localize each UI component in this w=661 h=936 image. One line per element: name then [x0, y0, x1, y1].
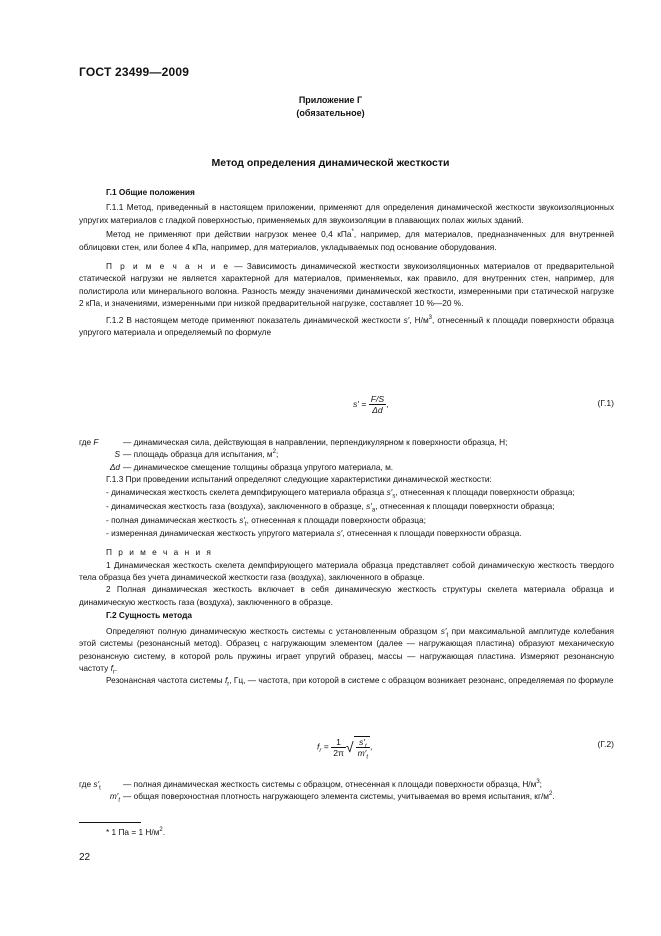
where-line [79, 436, 120, 448]
symbol-f: f [110, 662, 113, 673]
where-text [123, 448, 614, 460]
symbol: s′ [93, 779, 100, 789]
denominator: 2π [333, 747, 344, 758]
formula-g1 [353, 394, 388, 415]
symbol-f: f [224, 675, 228, 686]
formula-number-g1: (Г.1) [597, 398, 614, 408]
subscript: r [112, 669, 115, 676]
list-item [79, 527, 614, 539]
footnote-mark: * [351, 229, 354, 236]
text-part: Метод не применяют при действии нагрузок менее 0,4 кПа [106, 229, 352, 240]
note-2: 2 Полная динамическая жесткость включает в себя динамическую жесткость структуры скелета материала образца и динамическую жесткость газа (воздуха), заключенного в образце. [79, 584, 614, 607]
fraction [331, 737, 346, 758]
denominator [356, 748, 370, 761]
exponent: 3 [536, 779, 540, 786]
subscript: t [244, 522, 247, 529]
text-part: , Н/м [409, 314, 429, 325]
exponent: 2 [548, 791, 553, 798]
subscript: t [364, 743, 367, 750]
heading-g2: Г.2 Сущность метода [106, 610, 192, 621]
note-text: — Зависимость динамической жесткости звукоизоляционных материалов от предварительной статической нагрузки не является характерной для материалов, применяемых, как правило, для внутренних стен, например, для полистирола или минерального волокна. Разность между значениями динамической жесткости, измеренными при статической нагрузке 2 кПа, и значениями, измеренными при низкой предварительной нагрузке, составляет 10 %—20 %. [79, 261, 614, 309]
text-part: — площадь образца для испытания, м [123, 449, 273, 460]
list-item [79, 486, 614, 498]
paragraph-g1-2 [79, 314, 614, 339]
annex-status: (обязательное) [296, 108, 365, 118]
footnote [106, 827, 165, 837]
formula-lhs: f [317, 741, 320, 752]
text-part: - полная динамическая жесткость [106, 515, 240, 526]
fraction [369, 394, 389, 415]
numerator: F/S [370, 394, 385, 404]
subscript: t [366, 754, 369, 761]
where-line [79, 778, 120, 790]
text-part: . [114, 662, 118, 673]
subscript: t [118, 798, 120, 805]
text-part: , отнесенный к площади поверхности образца упругого материала и определяемый по формуле [79, 314, 614, 338]
subscript: s [392, 493, 396, 500]
text-part: , отнесенная к площади поверхности образца. [342, 527, 522, 538]
paragraph-g2-2 [79, 674, 614, 686]
subscript: t [99, 785, 101, 792]
text-part: , например, для материалов, предназначенных для внутренней облицовки стен, или более 4 кПа, например, для материалов, укладываемых под основание оборудования. [79, 229, 614, 252]
note-label: П р и м е ч а н и е [106, 261, 231, 272]
where-row [79, 461, 614, 473]
where-text: — динамическая сила, действующая в направлении, перпендикулярном к поверхности образца, Н; [123, 437, 508, 447]
section-title: Метод определения динамической жесткости [211, 157, 450, 169]
symbol: s′ [336, 527, 343, 538]
formula-lhs: s′ = [353, 398, 367, 409]
text-part: , отнесенная к площади поверхности образца; [375, 501, 555, 512]
where-row [79, 778, 614, 790]
paragraph-g1-3: Г.1.3 При проведении испытаний определяют следующие характеристики динамической жесткости: [106, 474, 492, 485]
where-text [123, 790, 614, 802]
symbol: s′ [359, 737, 365, 747]
text-part: - динамическая жесткость скелета демпфирующего материала образца [106, 486, 387, 497]
subscript: r [227, 681, 230, 688]
text-part: , отнесенная к площади поверхности образца; [246, 515, 426, 526]
square-root [354, 736, 373, 761]
text-part: , отнесенная к площади поверхности образца; [395, 486, 575, 497]
section-g1-continued [79, 436, 614, 687]
document-code: ГОСТ 23499—2009 [79, 65, 190, 79]
heading-g1: Г.1 Общие положения [106, 187, 195, 197]
text-part: Определяют полную динамическую жесткость системы с установленным образцом [106, 625, 441, 636]
text-part: - измеренная динамическая жесткость упругого материала [106, 527, 337, 538]
list-item [79, 500, 614, 512]
symbol: m′ [357, 748, 367, 758]
paragraph-g1-1: Г.1.1 Метод, приведенный в настоящем приложении, применяют для определения динамической жесткости звукоизоляционных упругих материалов с гладкой поверхностью, применяемых для звукоизоляции в плавающих полах жилых зданий. [79, 202, 614, 225]
where-label: где [79, 437, 92, 447]
text-part: ; [539, 779, 542, 789]
symbol: s′ [440, 625, 447, 636]
numerator: 1 [331, 737, 346, 748]
fraction [356, 737, 373, 761]
notes-label: П р и м е ч а н и я [106, 547, 213, 558]
text-part: Г.1.2 В настоящем методе применяют показатель динамической жесткости [106, 314, 404, 325]
page-number: 22 [79, 852, 91, 863]
text-part: ; [275, 449, 279, 460]
text-part: при максимальной амплитуде колебания этой системы (резонансный метод). Образец с нагружающим элементом (далее — нагружающая пластина) образуют механическую резонансную систему, в которой роль пружины играет упругий образец, массы — нагружающая пластина. Измеряют резонансную частоту [79, 625, 615, 673]
footnote-separator [79, 822, 141, 823]
note-1: 1 Динамическая жесткость скелета демпфирующего материала образца представляет собой динамическую жесткость твердого тела образца без учета динамической жесткости газа (воздуха), заключенного в образце. [79, 559, 614, 583]
denominator: Δd [372, 405, 383, 415]
where-text [120, 778, 614, 790]
formula-number-g2: (Г.2) [597, 739, 614, 749]
symbol-s-prime: s′ [403, 314, 410, 325]
text-part: Резонансная частота системы [106, 675, 225, 686]
section-g2-where [79, 778, 614, 803]
where-symbol [79, 790, 123, 805]
text-part: . [552, 791, 555, 802]
symbol: s′ [386, 486, 393, 497]
symbol: m′ [109, 791, 119, 802]
footnote-end: . [162, 827, 166, 837]
symbol: s′ [366, 501, 372, 512]
subscript: t [446, 632, 449, 639]
symbol-delta-d: Δd [109, 461, 120, 472]
text-part: , Гц, — частота, при которой в системе с образцом возникает резонанс, определяемая по формуле [229, 675, 614, 686]
subscript: a [371, 507, 376, 514]
exponent: 2 [272, 449, 276, 456]
text-part: — полная динамическая жесткость системы с образцом, отнесенная к площади поверхности образца, Н/м [123, 779, 537, 789]
symbol-f: F [93, 437, 99, 447]
where-row [79, 790, 614, 805]
note-g1 [79, 260, 614, 310]
numerator [356, 737, 370, 748]
formula-tail: , [386, 398, 389, 409]
footnote-text: * 1 Па = 1 Н/м [106, 827, 160, 837]
text-part: — общая поверхностная плотность нагружающего элемента системы, учитываемая во время испытания, кг/м [123, 791, 549, 802]
section-g1 [79, 186, 614, 338]
subscript: r [319, 747, 322, 754]
exponent: 2 [159, 827, 163, 834]
text-part: - динамическая жесткость газа (воздуха), заключенного в образце, [106, 501, 367, 512]
where-row [79, 448, 614, 460]
where-label: где [79, 779, 92, 789]
where-row [79, 436, 614, 448]
annex-title: Приложение Г [298, 95, 363, 105]
formula-g2: $f_r$ = $\frac{1}{2\pi}$ √ $\frac{s'_t}{m'_t}$ , [317, 736, 373, 761]
symbol-s: S [114, 449, 120, 460]
paragraph-g2-1 [79, 625, 614, 675]
list-item [79, 514, 614, 529]
formula-tail: , [370, 741, 373, 752]
paragraph-g1-1-load [79, 228, 614, 253]
symbol: s′ [239, 515, 245, 526]
exponent: 3 [428, 314, 433, 321]
where-text: — динамическое смещение толщины образца упругого материала, м. [123, 461, 394, 472]
